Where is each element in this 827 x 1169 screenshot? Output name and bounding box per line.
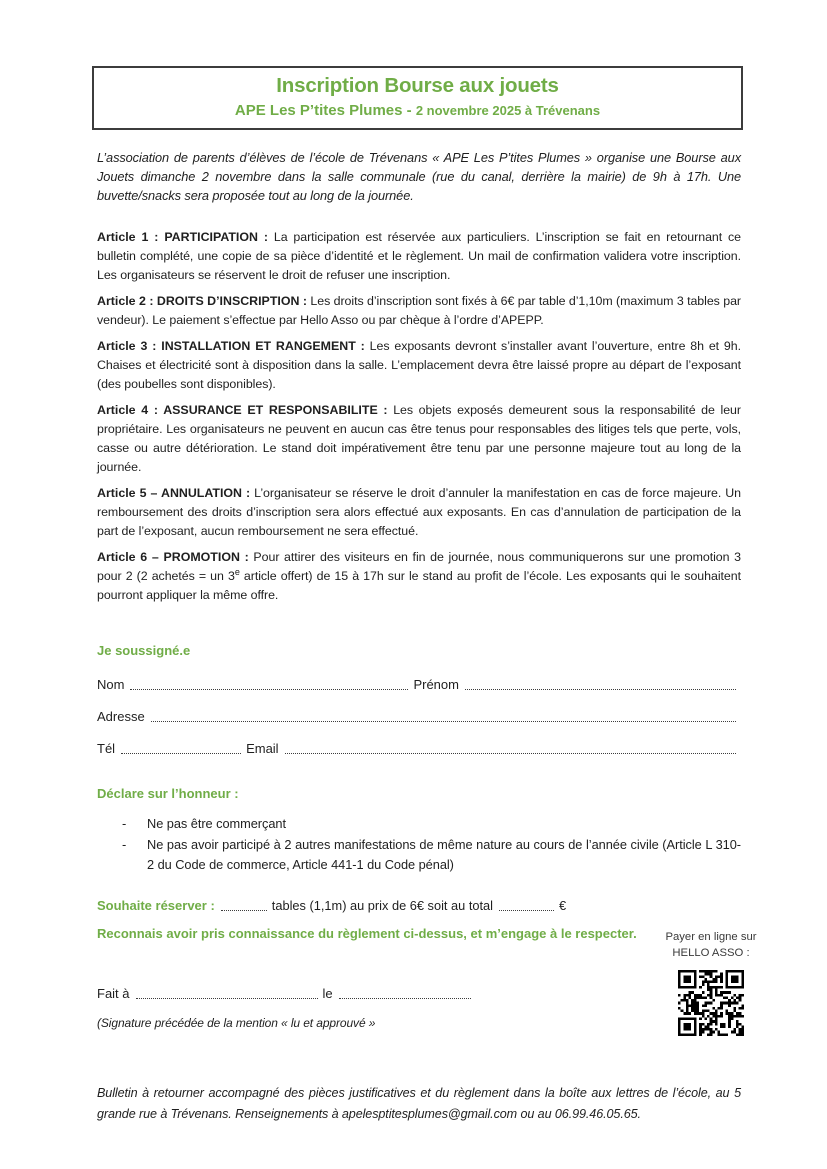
article-5-label: Article 5 – ANNULATION :: [97, 486, 251, 500]
tel-label: Tél: [97, 741, 116, 756]
fait-a-label: Fait à: [97, 986, 130, 1001]
qr-code-icon: [675, 970, 747, 1036]
article-4-body: Les objets exposés demeurent sous la responsabilité de leur propriétaire. Les organisateurs ne peuvent en aucun cas être tenus pour responsables des litiges tels que perte, vols, casse ou autre détérioration. Le stand doit impérativement être tenu par une personne majeure tout au long de la journée.: [97, 403, 741, 474]
qr-wrap: [655, 970, 767, 1036]
payment-line-2: HELLO ASSO :: [672, 946, 750, 959]
prenom-label: Prénom: [413, 677, 459, 692]
nom-fill-in-field[interactable]: [130, 689, 408, 690]
article-6-superscript: e: [234, 566, 240, 577]
contact-field-line: [97, 740, 741, 757]
article-4: [97, 401, 741, 477]
footer-note: Bulletin à retourner accompagné des pièces justificatives et du règlement dans la boîte aux lettres de l’école, au 5 grande rue à Trévenans. Renseignements à apelesptitesplumes@gmail.com ou au 06.99.46.05.65.: [97, 1086, 741, 1121]
bullet-dash: -: [122, 837, 127, 852]
tel-fill-in-field[interactable]: [121, 753, 241, 754]
declaration-item-2: [97, 835, 741, 875]
article-3-label: Article 3 : INSTALLATION ET RANGEMENT :: [97, 339, 365, 353]
article-5-body: L’organisateur se réserve le droit d’annuler la manifestation en cas de force majeure. Un remboursement des droits d’inscription sera alors effectué aux exposants. En cas d’annulation de participation de la part de l’exposant, aucun remboursement ne sera effectué.: [97, 486, 741, 538]
article-5: [97, 484, 741, 541]
name-field-line: [97, 676, 741, 693]
declaration-item-1: [97, 814, 741, 834]
declaration-item-2-text: Ne pas avoir participé à 2 autres manifestations de même nature au cours de l’année civile (Article L 310-2 du Code de commerce, Article 441-1 du Code pénal): [147, 837, 741, 872]
article-6-body-pre: Pour attirer des visiteurs en fin de journée, nous communiquerons sur une promotion 3 pour 2 (2 achetés = un 3: [97, 550, 741, 583]
place-fill-in-field[interactable]: [136, 998, 318, 999]
article-3-body: Les exposants devront s’installer avant l’ouverture, entre 8h et 9h. Chaises et électricité sont à disposition dans la salle. L’emplacement devra être laissé propre au départ de l’exposant (des poubelles sont disponibles).: [97, 339, 741, 391]
article-2-body: Les droits d’inscription sont fixés à 6€ par table d’1,10m (maximum 3 tables par vendeur). Le paiement s’effectue par Hello Asso ou par chèque à l’ordre d’APEPP.: [97, 294, 741, 327]
date-fill-in-field[interactable]: [339, 998, 471, 999]
email-fill-in-field[interactable]: [285, 753, 736, 754]
reserve-mid-text: tables (1,1m) au prix de 6€ soit au total: [271, 898, 494, 913]
le-label: le: [322, 986, 333, 1001]
page-subtitle: [98, 102, 737, 120]
euro-symbol: €: [559, 898, 567, 913]
prenom-fill-in-field[interactable]: [465, 689, 736, 690]
article-2: [97, 292, 741, 330]
article-6-label: Article 6 – PROMOTION :: [97, 550, 249, 564]
article-6: [97, 548, 741, 605]
adresse-fill-in-field[interactable]: [151, 721, 736, 722]
article-1-label: Article 1 : PARTICIPATION :: [97, 230, 268, 244]
total-price-fill-in-field[interactable]: [499, 910, 554, 911]
adresse-label: Adresse: [97, 709, 145, 724]
declare-heading: Déclare sur l’honneur :: [97, 786, 239, 801]
payment-block: [655, 930, 767, 1036]
reserve-label: Souhaite réserver :: [97, 898, 215, 913]
reserve-line: [97, 897, 741, 914]
organization-name: APE Les P’tites Plumes -: [234, 102, 416, 119]
intro-paragraph: L’association de parents d’élèves de l’école de Trévenans « APE Les P’tites Plumes » organise une Bourse aux Jouets dimanche 2 novembre dans la salle communale (rue du canal, derrière la mairie) de 9h à 17h. Une buvette/snacks sera proposée tout au long de la journée.: [97, 150, 741, 203]
email-label: Email: [246, 741, 279, 756]
header-box: [92, 66, 743, 130]
signature-note: (Signature précédée de la mention « lu et approuvé »: [97, 1016, 376, 1030]
address-field-line: [97, 708, 741, 725]
date-place-line: [97, 985, 577, 1002]
article-3: [97, 337, 741, 394]
article-1: [97, 228, 741, 285]
payment-line-1: Payer en ligne sur: [665, 931, 757, 943]
nom-label: Nom: [97, 677, 125, 692]
tables-count-fill-in-field[interactable]: [221, 910, 267, 911]
acknowledge-line: Reconnais avoir pris connaissance du règlement ci-dessus, et m’engage à le respecter.: [97, 926, 637, 941]
declaration-item-1-text: Ne pas être commerçant: [147, 816, 287, 831]
article-6-body-post: article offert) de 15 à 17h sur le stand au profit de l’école. Les exposants qui le souhaitent pourront appliquer la même offre.: [97, 569, 741, 602]
event-date: 2 novembre 2025 à Trévenans: [415, 103, 601, 118]
article-2-label: Article 2 : DROITS D’INSCRIPTION :: [97, 294, 307, 308]
page-title: Inscription Bourse aux jouets: [276, 74, 559, 97]
article-1-body: La participation est réservée aux particuliers. L’inscription se fait en retournant ce bulletin complété, une copie de sa pièce d’identité et le règlement. Un mail de confirmation validera votre inscription. Les organisateurs se réservent le droit de refuser une inscription.: [97, 230, 741, 282]
soussigne-heading: Je soussigné.e: [97, 643, 191, 658]
article-4-label: Article 4 : ASSURANCE ET RESPONSABILITE :: [97, 403, 388, 417]
bullet-dash: -: [122, 816, 127, 831]
